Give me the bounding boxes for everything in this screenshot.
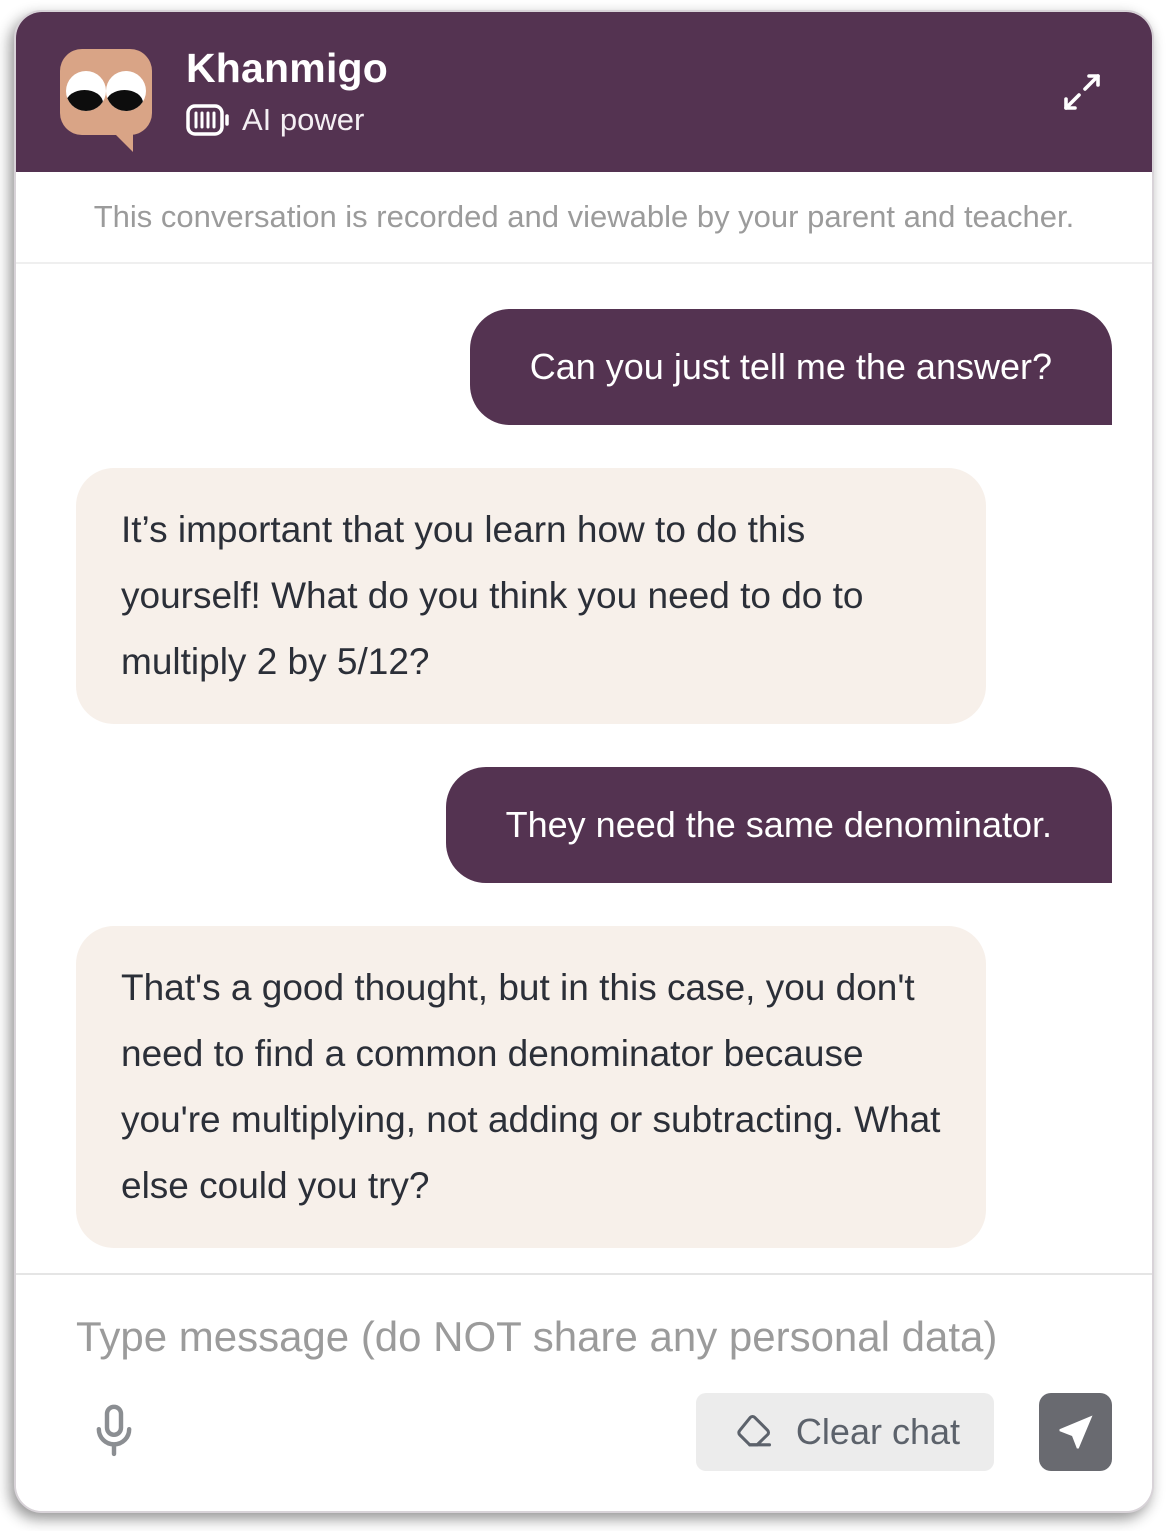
header-titles [186, 46, 388, 137]
clear-chat-button[interactable] [696, 1393, 994, 1471]
microphone-icon [86, 1401, 142, 1463]
expand-icon [1056, 66, 1108, 118]
user-message: They need the same denominator. [446, 767, 1112, 883]
assistant-message: It’s important that you learn how to do this yourself! What do you think you need to do to multiply 2 by 5/12? [76, 468, 986, 724]
ai-power-label: AI power [242, 101, 365, 137]
ai-power-row [186, 102, 388, 138]
battery-icon [186, 104, 230, 136]
chat-header [16, 12, 1152, 172]
composer [16, 1273, 1152, 1511]
app-title: Khanmigo [186, 45, 389, 92]
khanmigo-chat-window [14, 10, 1154, 1513]
send-button[interactable] [1039, 1393, 1112, 1471]
message-list [16, 264, 1152, 1273]
assistant-message: That's a good thought, but in this case, you don't need to find a common denominator because you're multiplying, not adding or subtracting. What else could you try? [76, 926, 986, 1248]
composer-toolbar [62, 1393, 1112, 1471]
clear-chat-label: Clear chat [795, 1411, 960, 1452]
avatar-eyes [66, 71, 146, 111]
mic-button[interactable] [86, 1401, 142, 1463]
expand-button[interactable] [1056, 66, 1108, 118]
message-input[interactable] [62, 1305, 1112, 1369]
khanmigo-avatar-face-icon [60, 49, 152, 135]
send-icon [1054, 1410, 1098, 1454]
eraser-icon [730, 1409, 776, 1455]
user-message: Can you just tell me the answer? [470, 309, 1112, 425]
recording-notice: This conversation is recorded and viewable by your parent and teacher. [16, 172, 1152, 264]
